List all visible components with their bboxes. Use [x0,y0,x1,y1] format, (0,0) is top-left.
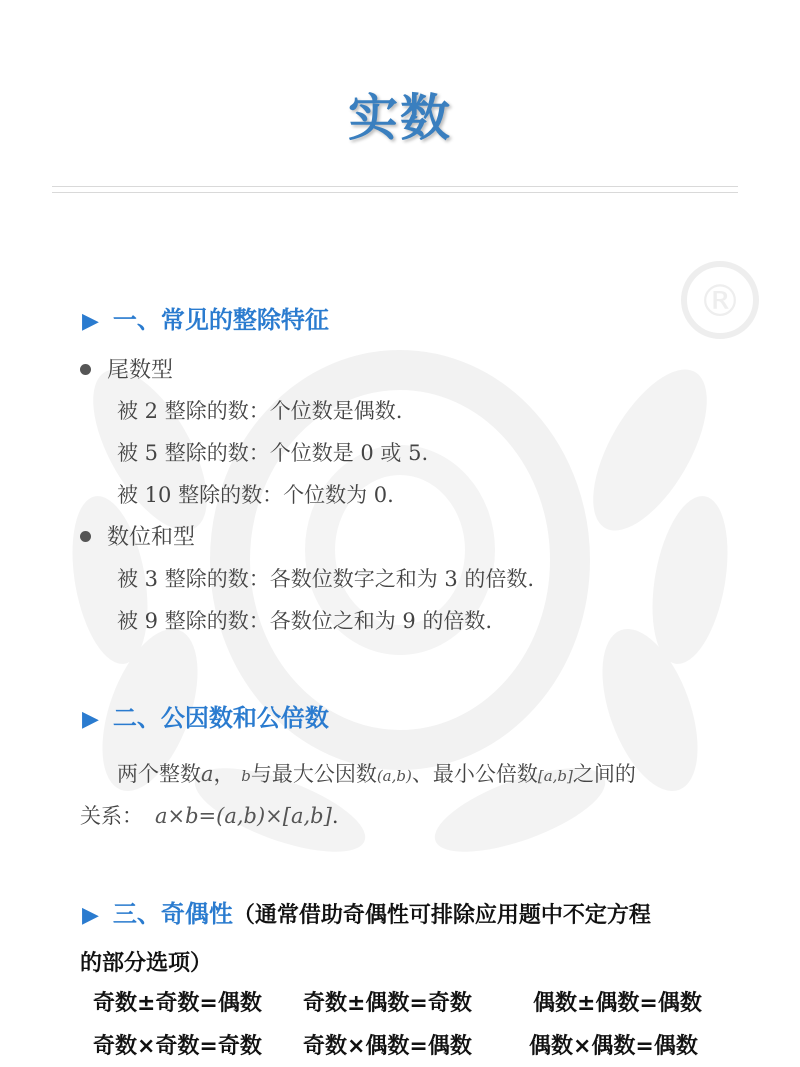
registered-mark-icon: ® [698,276,742,327]
gcd-lcm-paragraph-line-1: 两个整数a， b与最大公因数(a,b)、最小公倍数[a,b]之间的 [117,762,636,786]
section-3-heading-note: 的部分选项） [80,951,213,976]
bullet-dot-icon [80,364,91,375]
parity-rule: 奇数×偶数=偶数 [303,1034,472,1059]
list-item: 被 3 整除的数：各数位数字之和为 3 的倍数. [117,567,535,591]
group-label-tail: 尾数型 [80,353,173,384]
section-2-heading: ▶ 二、公因数和公倍数 [82,704,329,732]
triangle-bullet-icon: ▶ [82,903,99,928]
list-item: 被 5 整除的数：个位数是 0 或 5. [117,441,429,465]
page-title: 实数 [348,89,452,147]
divider-bottom [52,192,738,193]
group-label-digitsum: 数位和型 [80,520,195,551]
section-1-heading: ▶ 一、常见的整除特征 [82,306,329,334]
divider-top [52,186,738,187]
bullet-dot-icon [80,531,91,542]
gcd-lcm-formula: a×b=(a,b)×[a,b] [155,804,332,828]
parity-rule: 偶数×偶数=偶数 [529,1034,698,1059]
section-3-heading: ▶ 三、奇偶性（通常借助奇偶性可排除应用题中不定方程 [82,900,651,928]
triangle-bullet-icon: ▶ [82,309,99,334]
parity-rule: 偶数±偶数=偶数 [533,991,702,1016]
gcd-lcm-paragraph-line-2: 关系： a×b=(a,b)×[a,b]. [80,804,339,828]
parity-rule: 奇数×奇数=奇数 [93,1034,262,1059]
parity-rule: 奇数±奇数=偶数 [93,991,262,1016]
parity-rule: 奇数±偶数=奇数 [303,991,472,1016]
list-item: 被 10 整除的数：个位数为 0. [117,483,394,507]
list-item: 被 2 整除的数：个位数是偶数. [117,399,403,423]
triangle-bullet-icon: ▶ [82,707,99,732]
list-item: 被 9 整除的数：各数位之和为 9 的倍数. [117,609,493,633]
